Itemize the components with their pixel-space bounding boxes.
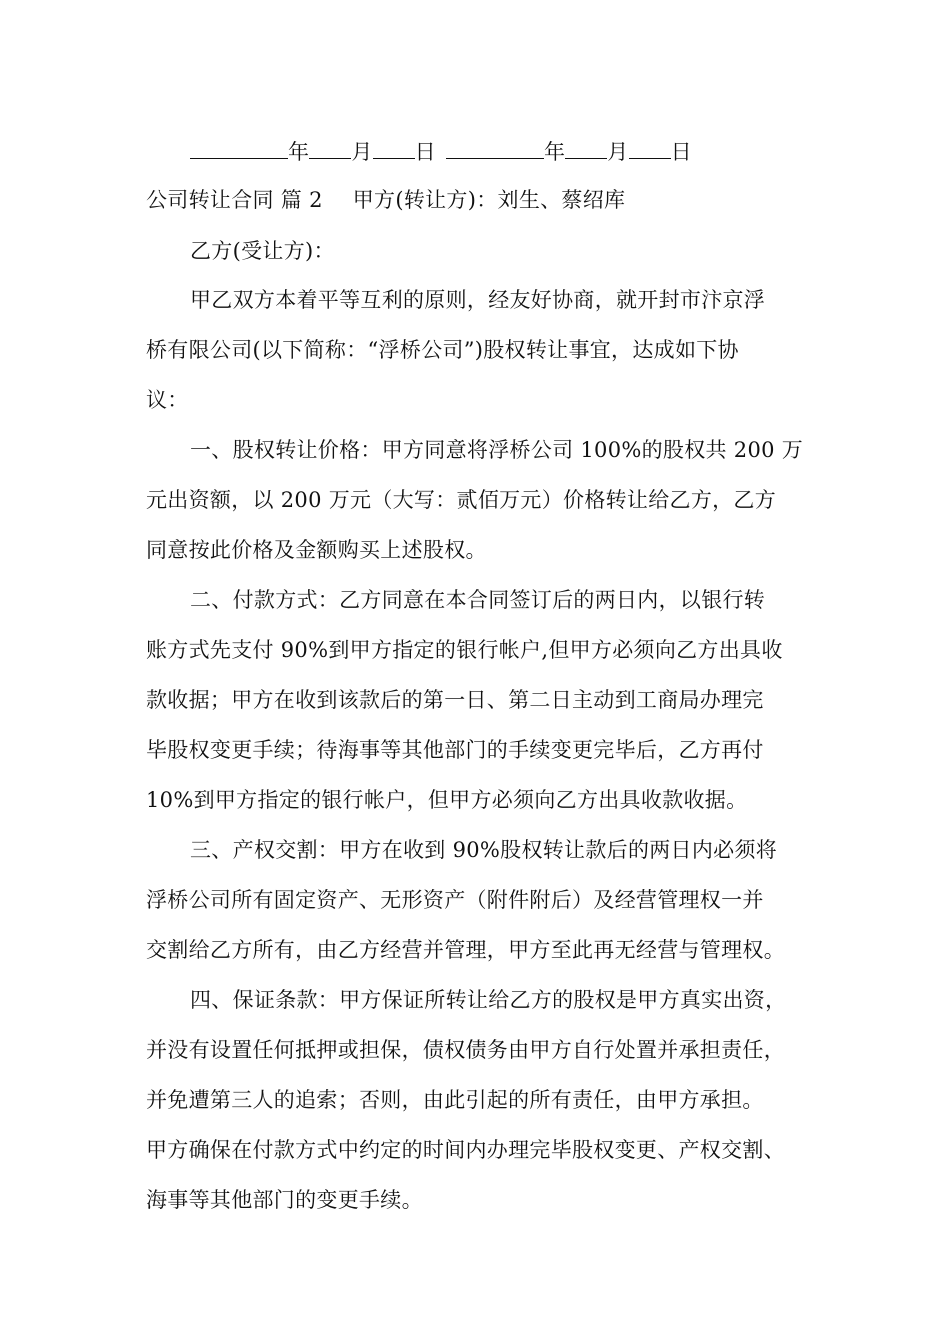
year-blank-1[interactable] — [190, 138, 288, 159]
day-label-1: 日 — [414, 140, 436, 164]
party-b: 乙方(受让方)： — [190, 239, 335, 263]
paragraph-line: 桥有限公司(以下简称：“浮桥公司”)股权转让事宜，达成如下协 — [146, 338, 739, 362]
contract-part: 篇 2 — [280, 188, 323, 212]
party-a: 甲方(转让方)：刘生、蔡绍库 — [352, 188, 626, 212]
paragraph-line: 同意按此价格及金额购买上述股权。 — [146, 538, 487, 562]
contract-heading — [146, 186, 816, 214]
month-blank-1[interactable] — [309, 138, 351, 159]
contract-title: 公司转让合同 — [146, 188, 274, 212]
paragraph-line: 四、保证条款：甲方保证所转让给乙方的股权是甲方真实出资， — [190, 988, 787, 1012]
paragraph-line: 毕股权变更手续；待海事等其他部门的手续变更完毕后，乙方再付 — [146, 738, 764, 762]
paragraph-line: 甲乙双方本着平等互利的原则，经友好协商，就开封市汴京浮 — [190, 288, 766, 312]
paragraph-line: 一、股权转让价格：甲方同意将浮桥公司 100%的股权共 200 万 — [190, 438, 804, 462]
day-blank-2[interactable] — [629, 138, 671, 159]
paragraph-line: 二、付款方式：乙方同意在本合同签订后的两日内，以银行转 — [190, 588, 766, 612]
year-blank-2[interactable] — [446, 138, 544, 159]
month-label-1: 月 — [351, 140, 373, 164]
paragraph-line: 议： — [146, 388, 189, 412]
month-blank-2[interactable] — [565, 138, 607, 159]
paragraph-line: 并免遭第三人的追索；否则，由此引起的所有责任，由甲方承担。 — [146, 1088, 764, 1112]
year-label-2: 年 — [543, 140, 566, 164]
paragraph-line: 并没有设置任何抵押或担保，债权债务由甲方自行处置并承担责任， — [146, 1038, 785, 1062]
day-blank-1[interactable] — [373, 138, 415, 159]
paragraph-line: 交割给乙方所有，由乙方经营并管理，甲方至此再无经营与管理权。 — [146, 938, 785, 962]
month-label-2: 月 — [607, 140, 629, 164]
paragraph-line: 款收据；甲方在收到该款后的第一日、第二日主动到工商局办理完 — [146, 688, 764, 712]
date-line — [190, 138, 860, 166]
year-label-1: 年 — [288, 140, 310, 164]
day-label-2: 日 — [670, 140, 692, 164]
paragraph-line: 三、产权交割：甲方在收到 90%股权转让款后的两日内必须将 — [190, 838, 778, 862]
paragraph-line: 浮桥公司所有固定资产、无形资产（附件附后）及经营管理权一并 — [146, 888, 764, 912]
paragraph-line: 账方式先支付 90%到甲方指定的银行帐户,但甲方必须向乙方出具收 — [146, 638, 783, 662]
paragraph-line: 海事等其他部门的变更手续。 — [146, 1188, 423, 1212]
paragraph-line: 10%到甲方指定的银行帐户，但甲方必须向乙方出具收款收据。 — [146, 788, 748, 812]
paragraph-line: 元出资额，以 200 万元（大写：贰佰万元）价格转让给乙方，乙方 — [146, 488, 777, 512]
paragraph-line: 甲方确保在付款方式中约定的时间内办理完毕股权变更、产权交割、 — [146, 1138, 785, 1162]
